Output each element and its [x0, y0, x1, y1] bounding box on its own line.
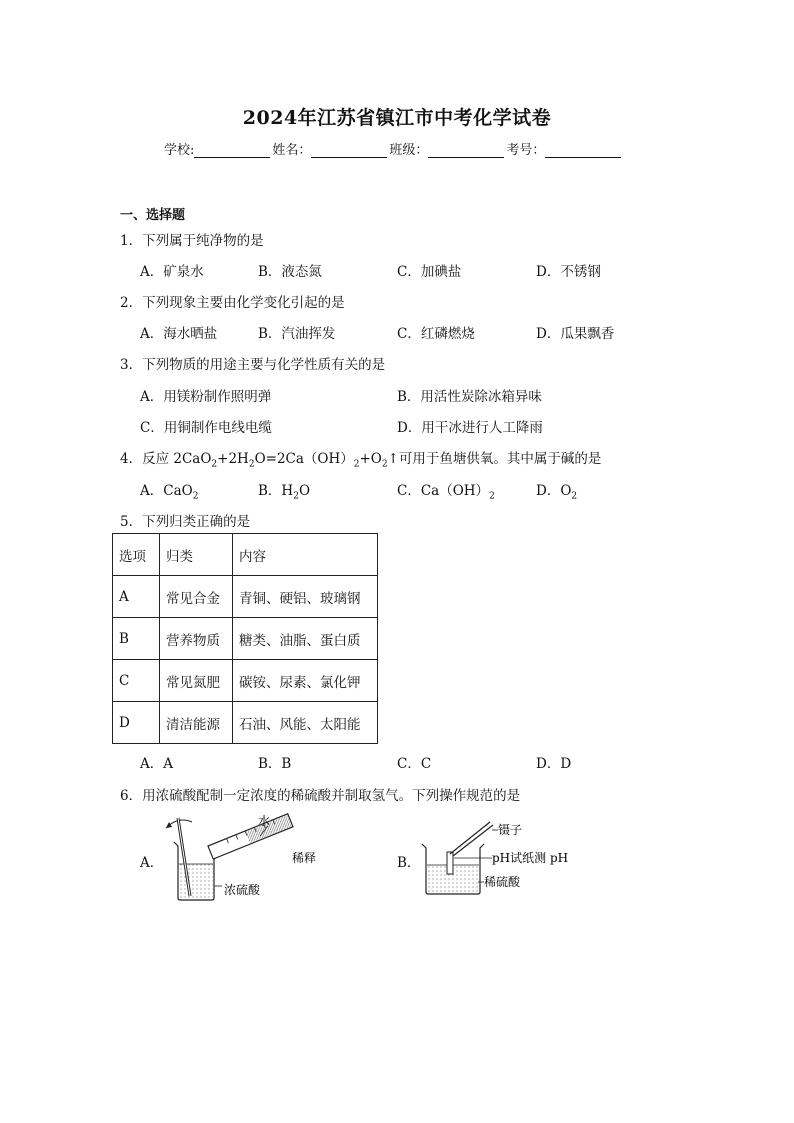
label-water: 水	[258, 814, 271, 828]
label-ph-test: pH试纸测 pH	[492, 851, 569, 865]
q4-sub: 2	[353, 459, 360, 470]
table-header-cell: 选项	[113, 534, 160, 576]
page-title: 2024年江苏省镇江市中考化学试卷	[242, 107, 552, 129]
q1-option-c: C．加碘盐	[397, 264, 462, 280]
q6-option-b-label: B．	[397, 855, 421, 871]
q4-stem-part: +2H	[217, 451, 249, 467]
label-dilute: 稀释	[292, 851, 317, 865]
table-cell: 常见氮肥	[160, 660, 233, 702]
table-cell: A	[113, 576, 160, 618]
table-row	[113, 618, 378, 660]
table-cell: B	[113, 618, 160, 660]
q4-b-text: B．H	[258, 483, 294, 499]
school-blank	[194, 143, 270, 158]
q2-stem: 2．下列现象主要由化学变化引起的是	[120, 295, 345, 311]
classification-table	[112, 533, 378, 744]
table-cell: 糖类、油脂、蛋白质	[233, 618, 378, 660]
q4-stem-part: +O	[359, 451, 382, 467]
table-cell: D	[113, 702, 160, 744]
label-dilute-acid: 稀硫酸	[484, 875, 521, 889]
table-header-cell: 内容	[233, 534, 378, 576]
q4-d-text: D．O	[536, 483, 572, 499]
q2-option-d: D．瓜果飘香	[536, 326, 615, 342]
section-heading: 一、选择题	[120, 208, 186, 223]
q2-option-c: C．红磷燃烧	[397, 326, 475, 342]
name-blank	[311, 143, 387, 158]
table-cell: 营养物质	[160, 618, 233, 660]
table-header-row	[113, 534, 378, 576]
q6-option-a-label: A．	[140, 855, 164, 871]
q4-c-sub: 2	[489, 491, 495, 502]
ph-test-figure	[420, 818, 590, 902]
table-cell: 青铜、硬铝、玻璃钢	[233, 576, 378, 618]
table-header-cell: 归类	[160, 534, 233, 576]
q2-option-b: B．汽油挥发	[258, 326, 336, 342]
q5-option-b: B．B	[258, 756, 292, 772]
q3-option-a: A．用镁粉制作照明弹	[140, 389, 272, 405]
number-label: 考号：	[506, 143, 546, 158]
label-tweezers: 镊子	[498, 823, 523, 837]
table-cell: 石油、风能、太阳能	[233, 702, 378, 744]
q4-a-text: A．CaO	[140, 483, 193, 499]
table-cell: 常见合金	[160, 576, 233, 618]
table-cell: 清洁能源	[160, 702, 233, 744]
school-label: 学校:	[164, 143, 195, 158]
q4-option-a	[140, 479, 198, 502]
q3-option-d: D．用干冰进行人工降雨	[397, 420, 543, 436]
ph-paper-icon	[447, 852, 453, 874]
q5-option-a: A．A	[140, 756, 173, 772]
q3-option-b: B．用活性炭除冰箱异味	[397, 389, 542, 405]
student-info-line	[164, 139, 623, 158]
q4-a-sub: 2	[192, 491, 199, 502]
number-blank	[545, 143, 621, 158]
q4-option-d	[536, 479, 577, 502]
q4-sub: 2	[381, 459, 388, 470]
cylinder-icon	[208, 814, 293, 859]
arrow-head-icon	[166, 822, 172, 828]
q1-option-a: A．矿泉水	[140, 264, 204, 280]
q4-d-sub: 2	[571, 491, 578, 502]
label-conc-acid: 浓硫酸	[224, 883, 261, 897]
acid-liquid	[179, 864, 213, 899]
name-label: 姓名：	[272, 143, 312, 158]
class-label: 班级：	[389, 143, 429, 158]
q2-option-a: A．海水晒盐	[140, 326, 218, 342]
q4-option-b	[258, 479, 310, 502]
table-cell: C	[113, 660, 160, 702]
q1-option-b: B．液态氮	[258, 264, 322, 280]
q5-option-c: C．C	[397, 756, 432, 772]
q4-option-c	[397, 479, 495, 502]
q1-stem: 1．下列属于纯净物的是	[120, 233, 264, 249]
table-row	[113, 576, 378, 618]
table-row	[113, 702, 378, 744]
q6-stem: 6．用浓硫酸配制一定浓度的稀硫酸并制取氢气。下列操作规范的是	[120, 788, 521, 804]
q4-stem-part: ↑可用于鱼塘供氧。其中属于碱的是	[387, 451, 602, 467]
q3-option-c: C．用铜制作电线电缆	[140, 420, 272, 436]
q4-sub: 2	[211, 459, 218, 470]
q1-option-d: D．不锈钢	[536, 264, 601, 280]
tweezers-icon	[450, 822, 490, 854]
q5-option-d: D．D	[536, 756, 572, 772]
q4-b-text: O	[298, 483, 311, 499]
q4-b-sub: 2	[293, 491, 299, 502]
table-cell: 碳铵、尿素、氯化钾	[233, 660, 378, 702]
q4-sub: 2	[248, 459, 255, 470]
q4-stem-part: 4．反应 2CaO	[120, 451, 212, 467]
q4-stem-part: O=2Ca（OH）	[254, 451, 354, 467]
table-row	[113, 660, 378, 702]
q3-stem: 3．下列物质的用途主要与化学性质有关的是	[120, 357, 386, 373]
q4-c-text: C．Ca（OH）	[397, 483, 490, 499]
dilution-figure	[160, 812, 360, 906]
q4-stem	[120, 447, 601, 470]
class-blank	[428, 143, 504, 158]
q5-stem: 5．下列归类正确的是	[120, 514, 251, 530]
